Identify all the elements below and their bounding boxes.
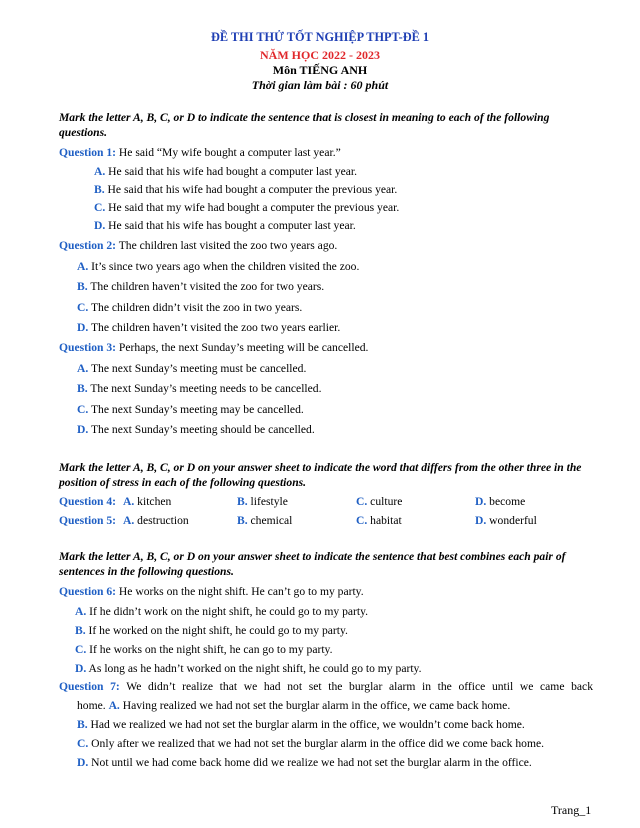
option-letter: A. — [94, 165, 106, 178]
subject: Môn TIẾNG ANH — [272, 63, 368, 77]
option-letter: B. — [75, 624, 86, 637]
text: chemical — [247, 514, 293, 527]
q6-option-d — [75, 661, 422, 676]
school-year: NĂM HỌC 2022 - 2023 — [260, 48, 380, 62]
text: The next Sunday’s meeting may be cancelled. — [88, 403, 304, 416]
text: He works on the night shift. He can’t go to my party. — [116, 585, 364, 598]
question-3 — [59, 340, 368, 355]
q6-option-b — [75, 623, 348, 638]
text: Had we realized we had not set the burglar alarm in the office, we wouldn’t come back home. — [87, 718, 525, 731]
text: If he worked on the night shift, he could go to my party. — [85, 624, 348, 637]
option-letter: D. — [75, 662, 87, 675]
question-7 — [59, 680, 593, 694]
option-letter: D. — [77, 756, 89, 769]
text: wonderful — [486, 514, 537, 527]
q7-continuation — [77, 698, 510, 713]
q4-option-b — [237, 494, 288, 509]
q6-option-a — [75, 604, 368, 619]
option-letter: C. — [75, 643, 87, 656]
question-label: Question 6: — [59, 585, 117, 598]
question-label: Question 7: — [59, 680, 120, 693]
text: destruction — [134, 514, 189, 527]
text: He said that my wife had bought a computer the previous year. — [105, 201, 400, 214]
text: become — [486, 495, 526, 508]
option-letter: B. — [237, 495, 248, 508]
option-letter: A. — [75, 605, 87, 618]
option-letter: B. — [77, 382, 88, 395]
option-letter: C. — [77, 403, 89, 416]
question-4-label: Question 4: — [59, 495, 117, 508]
option-letter: D. — [475, 495, 487, 508]
option-letter: B. — [77, 280, 88, 293]
q1-option-b — [94, 182, 397, 197]
text: He said that his wife had bought a computer last year. — [105, 165, 358, 178]
time-limit: Thời gian làm bài : 60 phút — [251, 78, 389, 92]
q1-option-d — [94, 218, 356, 233]
text: As long as he hadn’t worked on the night shift, he could go to my party. — [86, 662, 422, 675]
q5-option-a — [123, 513, 189, 528]
option-letter: D. — [77, 423, 89, 436]
option-letter: A. — [123, 495, 135, 508]
text: habitat — [367, 514, 402, 527]
q1-option-c — [94, 200, 399, 215]
q3-option-c — [77, 402, 304, 417]
text: He said that his wife had bought a computer the previous year. — [104, 183, 398, 196]
option-letter: B. — [237, 514, 248, 527]
option-letter: C. — [77, 737, 89, 750]
text: Having realized we had not set the burglar alarm in the office, we came back home. — [119, 699, 511, 712]
text: He said that his wife has bought a computer last year. — [105, 219, 356, 232]
q2-option-a — [77, 259, 359, 274]
text: home. — [77, 699, 109, 712]
q5-option-b — [237, 513, 292, 528]
text: Only after we realized that we had not set the burglar alarm in the office did we come back home. — [88, 737, 545, 750]
text: If he didn’t work on the night shift, he could go to my party. — [86, 605, 369, 618]
q5-option-d — [475, 513, 537, 528]
q2-option-c — [77, 300, 302, 315]
text: The children didn’t visit the zoo in two years. — [88, 301, 303, 314]
option-letter: A. — [108, 699, 120, 712]
question-1 — [59, 145, 341, 160]
question-label: Question 2: — [59, 239, 117, 252]
text: The children last visited the zoo two years ago. — [116, 239, 338, 252]
option-letter: B. — [77, 718, 88, 731]
q7-option-c — [77, 736, 544, 751]
q5-option-c — [356, 513, 402, 528]
q4-option-a — [123, 494, 171, 509]
option-letter: B. — [94, 183, 105, 196]
text: kitchen — [134, 495, 172, 508]
section1-instruction: Mark the letter A, B, C, or D to indicate the sentence that is closest in meaning to each of the following questions. — [59, 111, 550, 139]
q1-option-a — [94, 164, 357, 179]
q2-option-d — [77, 320, 340, 335]
option-letter: C. — [77, 301, 89, 314]
option-letter: C. — [94, 201, 106, 214]
text: It’s since two years ago when the children visited the zoo. — [88, 260, 360, 273]
q2-option-b — [77, 279, 324, 294]
option-letter: D. — [475, 514, 487, 527]
q4-option-d — [475, 494, 525, 509]
question-6 — [59, 584, 364, 599]
q7-option-b — [77, 717, 525, 732]
q4-option-c — [356, 494, 402, 509]
option-letter: D. — [77, 321, 89, 334]
text: The next Sunday’s meeting needs to be cancelled. — [87, 382, 322, 395]
section3-instruction: Mark the letter A, B, C, or D on your answer sheet to indicate the sentence that best combines each pair of sentences in the following questions. — [59, 550, 566, 578]
text: We didn’t realize that we had not set the burglar alarm in the office until we came back — [119, 680, 593, 693]
text: lifestyle — [247, 495, 288, 508]
option-letter: C. — [356, 495, 368, 508]
text: The children haven’t visited the zoo two years earlier. — [88, 321, 341, 334]
text: If he works on the night shift, he can go to my party. — [86, 643, 333, 656]
text: The next Sunday’s meeting should be cancelled. — [88, 423, 315, 436]
exam-title: ĐỀ THI THỬ TỐT NGHIỆP THPT-ĐỀ 1 — [211, 30, 429, 44]
question-2 — [59, 238, 337, 253]
text: The children haven’t visited the zoo for two years. — [87, 280, 325, 293]
question-label: Question 3: — [59, 341, 117, 354]
option-letter: A. — [77, 260, 89, 273]
q7-option-d — [77, 755, 532, 770]
q3-option-b — [77, 381, 322, 396]
option-letter: A. — [77, 362, 89, 375]
option-letter: C. — [356, 514, 368, 527]
q3-option-a — [77, 361, 306, 376]
text: The next Sunday’s meeting must be cancelled. — [88, 362, 307, 375]
question-label: Question 1: — [59, 146, 117, 159]
section2-instruction: Mark the letter A, B, C, or D on your answer sheet to indicate the word that differs from the other three in the position of stress in each of the following questions. — [59, 461, 582, 489]
option-letter: A. — [123, 514, 135, 527]
text: culture — [367, 495, 403, 508]
q3-option-d — [77, 422, 315, 437]
option-letter: D. — [94, 219, 106, 232]
question-5-label: Question 5: — [59, 514, 117, 527]
question-text: He said “My wife bought a computer last year.” — [116, 146, 341, 159]
page-number: Trang_1 — [551, 803, 592, 817]
text: Perhaps, the next Sunday’s meeting will be cancelled. — [116, 341, 369, 354]
q6-option-c — [75, 642, 333, 657]
text: Not until we had come back home did we realize we had not set the burglar alarm in the office. — [88, 756, 532, 769]
